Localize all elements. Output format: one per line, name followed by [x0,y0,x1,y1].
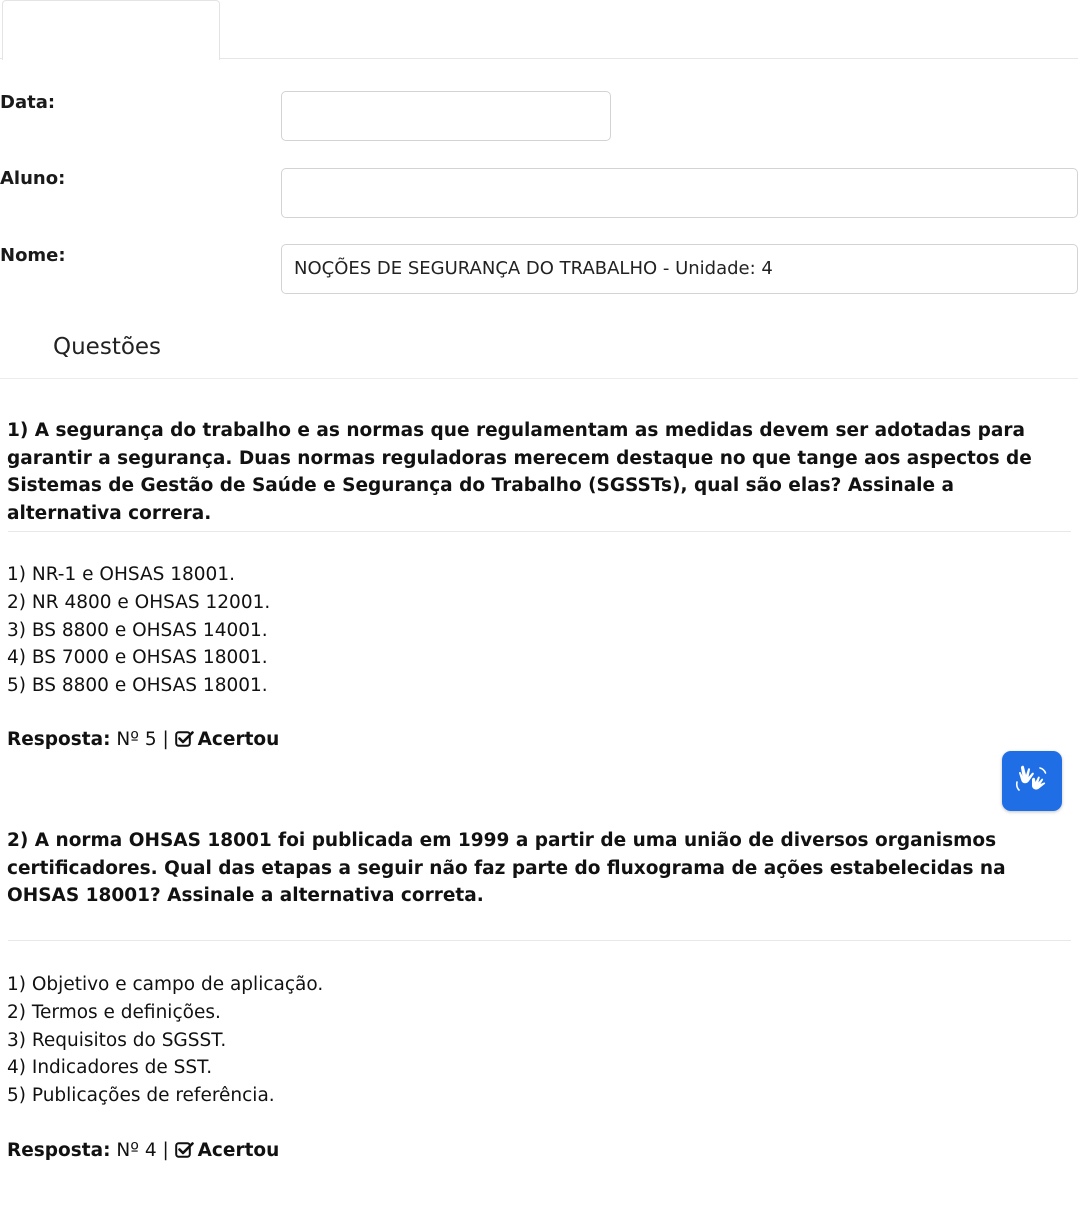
question-2-options [7,971,323,1110]
section-divider [0,378,1078,379]
option-item: 3) Requisitos do SGSST. [7,1029,227,1051]
nome-input[interactable]: NOÇÕES DE SEGURANÇA DO TRABALHO - Unidade: 4 [281,244,1078,294]
data-label: Data: [0,92,56,113]
question-2-divider [8,940,1071,941]
option-item: 5) Publicações de referência. [7,1085,275,1107]
accessibility-button[interactable] [1002,751,1062,811]
option-item: 5) BS 8800 e OHSAS 18001. [7,675,268,697]
option-item: 2) NR 4800 e OHSAS 12001. [7,591,271,613]
check-square-icon [175,730,194,752]
answer-value: Nº 5 | [116,729,169,750]
nome-label: Nome: [0,245,66,266]
question-1-options [7,561,270,700]
check-square-icon [175,1141,194,1163]
answer-status: Acertou [197,1140,280,1161]
question-1-text: 1) A segurança do trabalho e as normas que regulamentam as medidas devem ser adotadas para garantir a segurança. Duas normas reguladoras merecem destaque no que tange aos aspectos de Sistemas de Gestão de Saúde e Segurança do Trabalho (SGSSTs), qual são elas? Assinale a alternativa correra. [7,420,1032,524]
data-input[interactable] [281,91,611,141]
answer-label: Resposta: [7,729,111,750]
section-title: Questões [53,334,162,360]
question-2-text: 2) A norma OHSAS 18001 foi publicada em 1999 a partir de uma união de diversos organismos certificadores. Qual das etapas a seguir não faz parte do fluxograma de ações estabelecidas na OHSAS 18001? Assinale a alternativa correta. [7,830,1006,906]
option-item: 1) Objetivo e campo de aplicação. [7,974,324,995]
sign-language-hands-icon [1013,760,1051,802]
question-1-answer [7,729,279,752]
option-item: 4) Indicadores de SST. [7,1057,213,1079]
aluno-input[interactable] [281,168,1078,218]
option-item: 2) Termos e definições. [7,1001,221,1023]
tab-active[interactable] [2,0,220,60]
question-1-divider [8,531,1071,532]
aluno-label: Aluno: [0,168,66,189]
answer-label: Resposta: [7,1140,111,1161]
tab-strip [0,0,1078,59]
question-2-answer [7,1140,279,1163]
answer-status: Acertou [197,729,280,750]
answer-value: Nº 4 | [116,1140,169,1161]
option-item: 3) BS 8800 e OHSAS 14001. [7,619,268,641]
option-item: 4) BS 7000 e OHSAS 18001. [7,647,268,669]
option-item: 1) NR-1 e OHSAS 18001. [7,564,235,585]
